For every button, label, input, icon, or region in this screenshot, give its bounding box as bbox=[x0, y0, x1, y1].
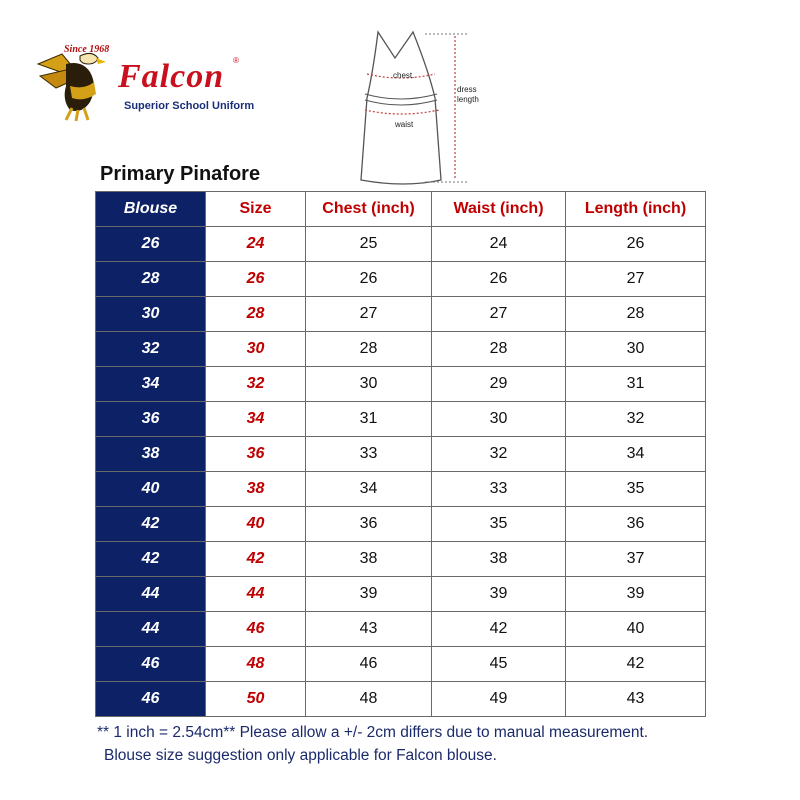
cell-chest: 33 bbox=[306, 437, 432, 472]
cell-blouse: 44 bbox=[96, 577, 206, 612]
cell-waist: 32 bbox=[432, 437, 566, 472]
cell-length: 27 bbox=[566, 262, 706, 297]
cell-length: 32 bbox=[566, 402, 706, 437]
cell-blouse: 42 bbox=[96, 507, 206, 542]
cell-size: 46 bbox=[206, 612, 306, 647]
cell-blouse: 36 bbox=[96, 402, 206, 437]
cell-size: 28 bbox=[206, 297, 306, 332]
table-row bbox=[96, 577, 706, 612]
registered-mark: ® bbox=[233, 56, 239, 65]
cell-length: 34 bbox=[566, 437, 706, 472]
table-row bbox=[96, 367, 706, 402]
header-chest: Chest (inch) bbox=[306, 192, 432, 227]
falcon-logo bbox=[36, 42, 256, 122]
cell-blouse: 32 bbox=[96, 332, 206, 367]
chest-label: chest. bbox=[393, 71, 415, 80]
cell-chest: 28 bbox=[306, 332, 432, 367]
cell-blouse: 42 bbox=[96, 542, 206, 577]
table-row bbox=[96, 507, 706, 542]
cell-length: 37 bbox=[566, 542, 706, 577]
cell-chest: 43 bbox=[306, 612, 432, 647]
length-label-line1: dress bbox=[457, 85, 477, 94]
cell-size: 50 bbox=[206, 682, 306, 717]
cell-waist: 26 bbox=[432, 262, 566, 297]
cell-size: 30 bbox=[206, 332, 306, 367]
page-title: Primary Pinafore bbox=[100, 163, 261, 185]
table-row bbox=[96, 647, 706, 682]
waist-label: waist bbox=[395, 120, 414, 129]
cell-chest: 38 bbox=[306, 542, 432, 577]
cell-waist: 29 bbox=[432, 367, 566, 402]
cell-size: 40 bbox=[206, 507, 306, 542]
size-chart-table bbox=[95, 191, 706, 717]
brand-name: Falcon bbox=[118, 58, 225, 95]
cell-waist: 38 bbox=[432, 542, 566, 577]
cell-waist: 33 bbox=[432, 472, 566, 507]
cell-waist: 49 bbox=[432, 682, 566, 717]
cell-chest: 31 bbox=[306, 402, 432, 437]
cell-chest: 36 bbox=[306, 507, 432, 542]
cell-waist: 27 bbox=[432, 297, 566, 332]
table-row bbox=[96, 437, 706, 472]
header-waist: Waist (inch) bbox=[432, 192, 566, 227]
cell-waist: 30 bbox=[432, 402, 566, 437]
cell-size: 34 bbox=[206, 402, 306, 437]
table-row bbox=[96, 297, 706, 332]
header-size: Size bbox=[206, 192, 306, 227]
cell-blouse: 26 bbox=[96, 227, 206, 262]
eagle-icon bbox=[36, 46, 114, 122]
cell-chest: 46 bbox=[306, 647, 432, 682]
header-length: Length (inch) bbox=[566, 192, 706, 227]
table-body bbox=[96, 227, 706, 717]
cell-length: 28 bbox=[566, 297, 706, 332]
waist-measure-line bbox=[365, 110, 439, 114]
cell-size: 38 bbox=[206, 472, 306, 507]
cell-chest: 48 bbox=[306, 682, 432, 717]
table-row bbox=[96, 472, 706, 507]
cell-length: 26 bbox=[566, 227, 706, 262]
table-row bbox=[96, 542, 706, 577]
cell-waist: 35 bbox=[432, 507, 566, 542]
cell-length: 31 bbox=[566, 367, 706, 402]
table-row bbox=[96, 227, 706, 262]
cell-length: 36 bbox=[566, 507, 706, 542]
cell-chest: 26 bbox=[306, 262, 432, 297]
table-row bbox=[96, 262, 706, 297]
cell-blouse: 28 bbox=[96, 262, 206, 297]
dress-measurement-diagram bbox=[345, 20, 495, 190]
cell-blouse: 38 bbox=[96, 437, 206, 472]
cell-size: 26 bbox=[206, 262, 306, 297]
cell-blouse: 46 bbox=[96, 682, 206, 717]
cell-chest: 30 bbox=[306, 367, 432, 402]
cell-size: 44 bbox=[206, 577, 306, 612]
cell-size: 48 bbox=[206, 647, 306, 682]
header-blouse: Blouse bbox=[96, 192, 206, 227]
cell-chest: 27 bbox=[306, 297, 432, 332]
cell-chest: 39 bbox=[306, 577, 432, 612]
cell-length: 39 bbox=[566, 577, 706, 612]
cell-size: 32 bbox=[206, 367, 306, 402]
blouse-note: Blouse size suggestion only applicable for Falcon blouse. bbox=[104, 747, 497, 764]
table-row bbox=[96, 682, 706, 717]
cell-waist: 45 bbox=[432, 647, 566, 682]
cell-length: 42 bbox=[566, 647, 706, 682]
dress-outline bbox=[361, 32, 441, 184]
table-header-row bbox=[96, 192, 706, 227]
cell-chest: 25 bbox=[306, 227, 432, 262]
cell-blouse: 44 bbox=[96, 612, 206, 647]
cell-waist: 39 bbox=[432, 577, 566, 612]
cell-length: 40 bbox=[566, 612, 706, 647]
table-row bbox=[96, 612, 706, 647]
length-label-line2: length bbox=[457, 95, 479, 104]
table-row bbox=[96, 332, 706, 367]
brand-tagline: Superior School Uniform bbox=[124, 100, 255, 112]
since-text: Since 1968 bbox=[64, 44, 110, 55]
cell-length: 35 bbox=[566, 472, 706, 507]
cell-size: 36 bbox=[206, 437, 306, 472]
cell-size: 42 bbox=[206, 542, 306, 577]
cell-length: 30 bbox=[566, 332, 706, 367]
cell-waist: 28 bbox=[432, 332, 566, 367]
cell-blouse: 40 bbox=[96, 472, 206, 507]
cell-chest: 34 bbox=[306, 472, 432, 507]
cell-blouse: 46 bbox=[96, 647, 206, 682]
cell-blouse: 30 bbox=[96, 297, 206, 332]
cell-length: 43 bbox=[566, 682, 706, 717]
measurement-note: ** 1 inch = 2.54cm** Please allow a +/- 2cm differs due to manual measurement. bbox=[97, 724, 649, 741]
cell-waist: 24 bbox=[432, 227, 566, 262]
table-row bbox=[96, 402, 706, 437]
cell-size: 24 bbox=[206, 227, 306, 262]
cell-blouse: 34 bbox=[96, 367, 206, 402]
cell-waist: 42 bbox=[432, 612, 566, 647]
